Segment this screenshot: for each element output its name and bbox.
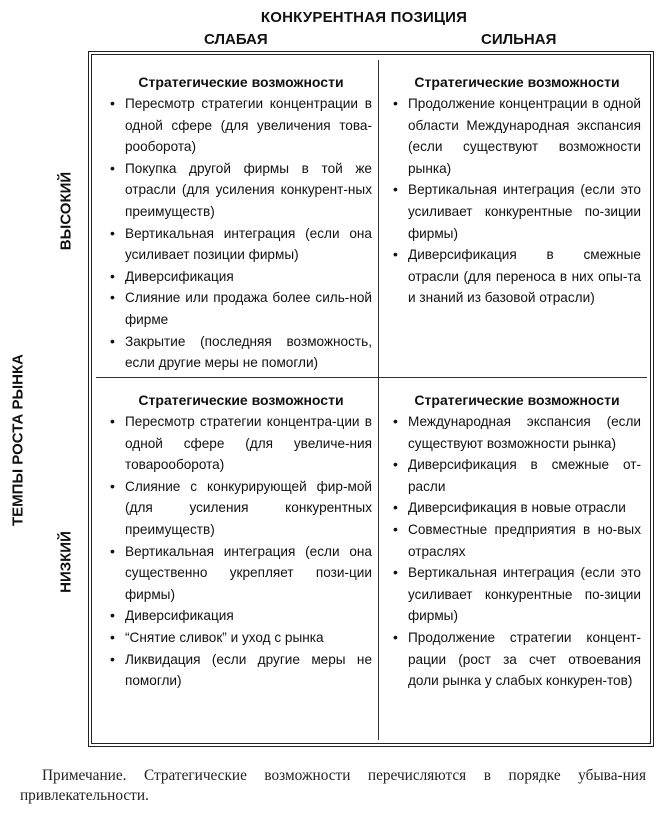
cell-low-strong — [379, 378, 647, 740]
strategy-item: • Совместные предприятия в но-вых отраслях — [393, 519, 641, 562]
strategy-item: • Диверсификация в смежные от-расли — [393, 454, 641, 497]
cell-high-strong — [379, 60, 647, 378]
strategy-item: • Вертикальная интеграция (если она существенно укрепляет пози-ции фирмы) — [110, 541, 372, 606]
cell-title: Стратегические возможности — [138, 392, 344, 408]
cell-high-weak — [96, 60, 379, 378]
row-high-label: ВЫСОКИЙ — [57, 171, 75, 251]
cell-title: Стратегические возможности — [414, 74, 620, 90]
strategy-item: • Вертикальная интеграция (если это усиливает конкурентные по-зиции фирмы) — [393, 562, 641, 627]
market-growth-axis-label: ТЕМПЫ РОСТА РЫНКА — [9, 354, 27, 526]
strategy-item: • Покупка другой фирмы в той же отрасли (для усиления конкурент-ных преимуществ) — [110, 158, 372, 223]
strategy-list — [393, 411, 641, 692]
strategy-item: • Слияние с конкурирующей фир-мой (для усиления конкурентных преимуществ) — [110, 476, 372, 541]
strategy-item: • Диверсификация — [110, 266, 372, 288]
strategy-item: • Вертикальная интеграция (если это усиливает конкурентные по-зиции фирмы) — [393, 179, 641, 244]
competitive-position-label: КОНКУРЕНТНАЯ ПОЗИЦИЯ — [260, 9, 468, 26]
column-strong-label: СИЛЬНАЯ — [481, 31, 557, 48]
strategy-item: • Слияние или продажа более силь-ной фирме — [110, 287, 372, 330]
cell-low-weak — [96, 378, 379, 740]
strategy-item: • Продолжение стратегии концент-рации (рост за счет отвоевания доли рынка у слабых конкурен-тов) — [393, 627, 641, 692]
cell-title: Стратегические возможности — [138, 74, 344, 90]
strategy-list — [110, 93, 372, 374]
strategy-item: • Диверсификация в новые отрасли — [393, 497, 641, 519]
row-low-label: НИЗКИЙ — [57, 531, 75, 593]
strategy-list — [110, 411, 372, 692]
strategy-item: • “Снятие сливок” и уход с рынка — [110, 627, 372, 649]
strategy-list — [393, 93, 641, 309]
strategy-item: • Ликвидация (если другие меры не помогли) — [110, 649, 372, 692]
strategy-item: • Диверсификация — [110, 605, 372, 627]
strategy-item: • Международная экспансия (если существуют возможности рынка) — [393, 411, 641, 454]
cell-title: Стратегические возможности — [414, 392, 620, 408]
strategy-item: • Закрытие (последняя возможность, если другие меры не помогли) — [110, 331, 372, 374]
strategy-item: • Вертикальная интеграция (если она усиливает позиции фирмы) — [110, 223, 372, 266]
strategy-item: • Продолжение концентрации в одной области Международная экспансия (если существуют возможности рынка) — [393, 93, 641, 179]
column-weak-label: СЛАБАЯ — [204, 31, 268, 48]
strategy-item: • Пересмотр стратегии концентра-ции в одной сфере (для увеличе-ния товарооборота) — [110, 411, 372, 476]
footnote: Примечание. Стратегические возможности перечисляются в порядке убыва-ния привлекательности. — [20, 767, 646, 804]
strategy-item: • Пересмотр стратегии концентрации в одной сфере (для увеличения това-рооборота) — [110, 93, 372, 158]
strategy-item: • Диверсификация в смежные отрасли (для переноса в них опы-та и знаний из базовой отрасли) — [393, 244, 641, 309]
